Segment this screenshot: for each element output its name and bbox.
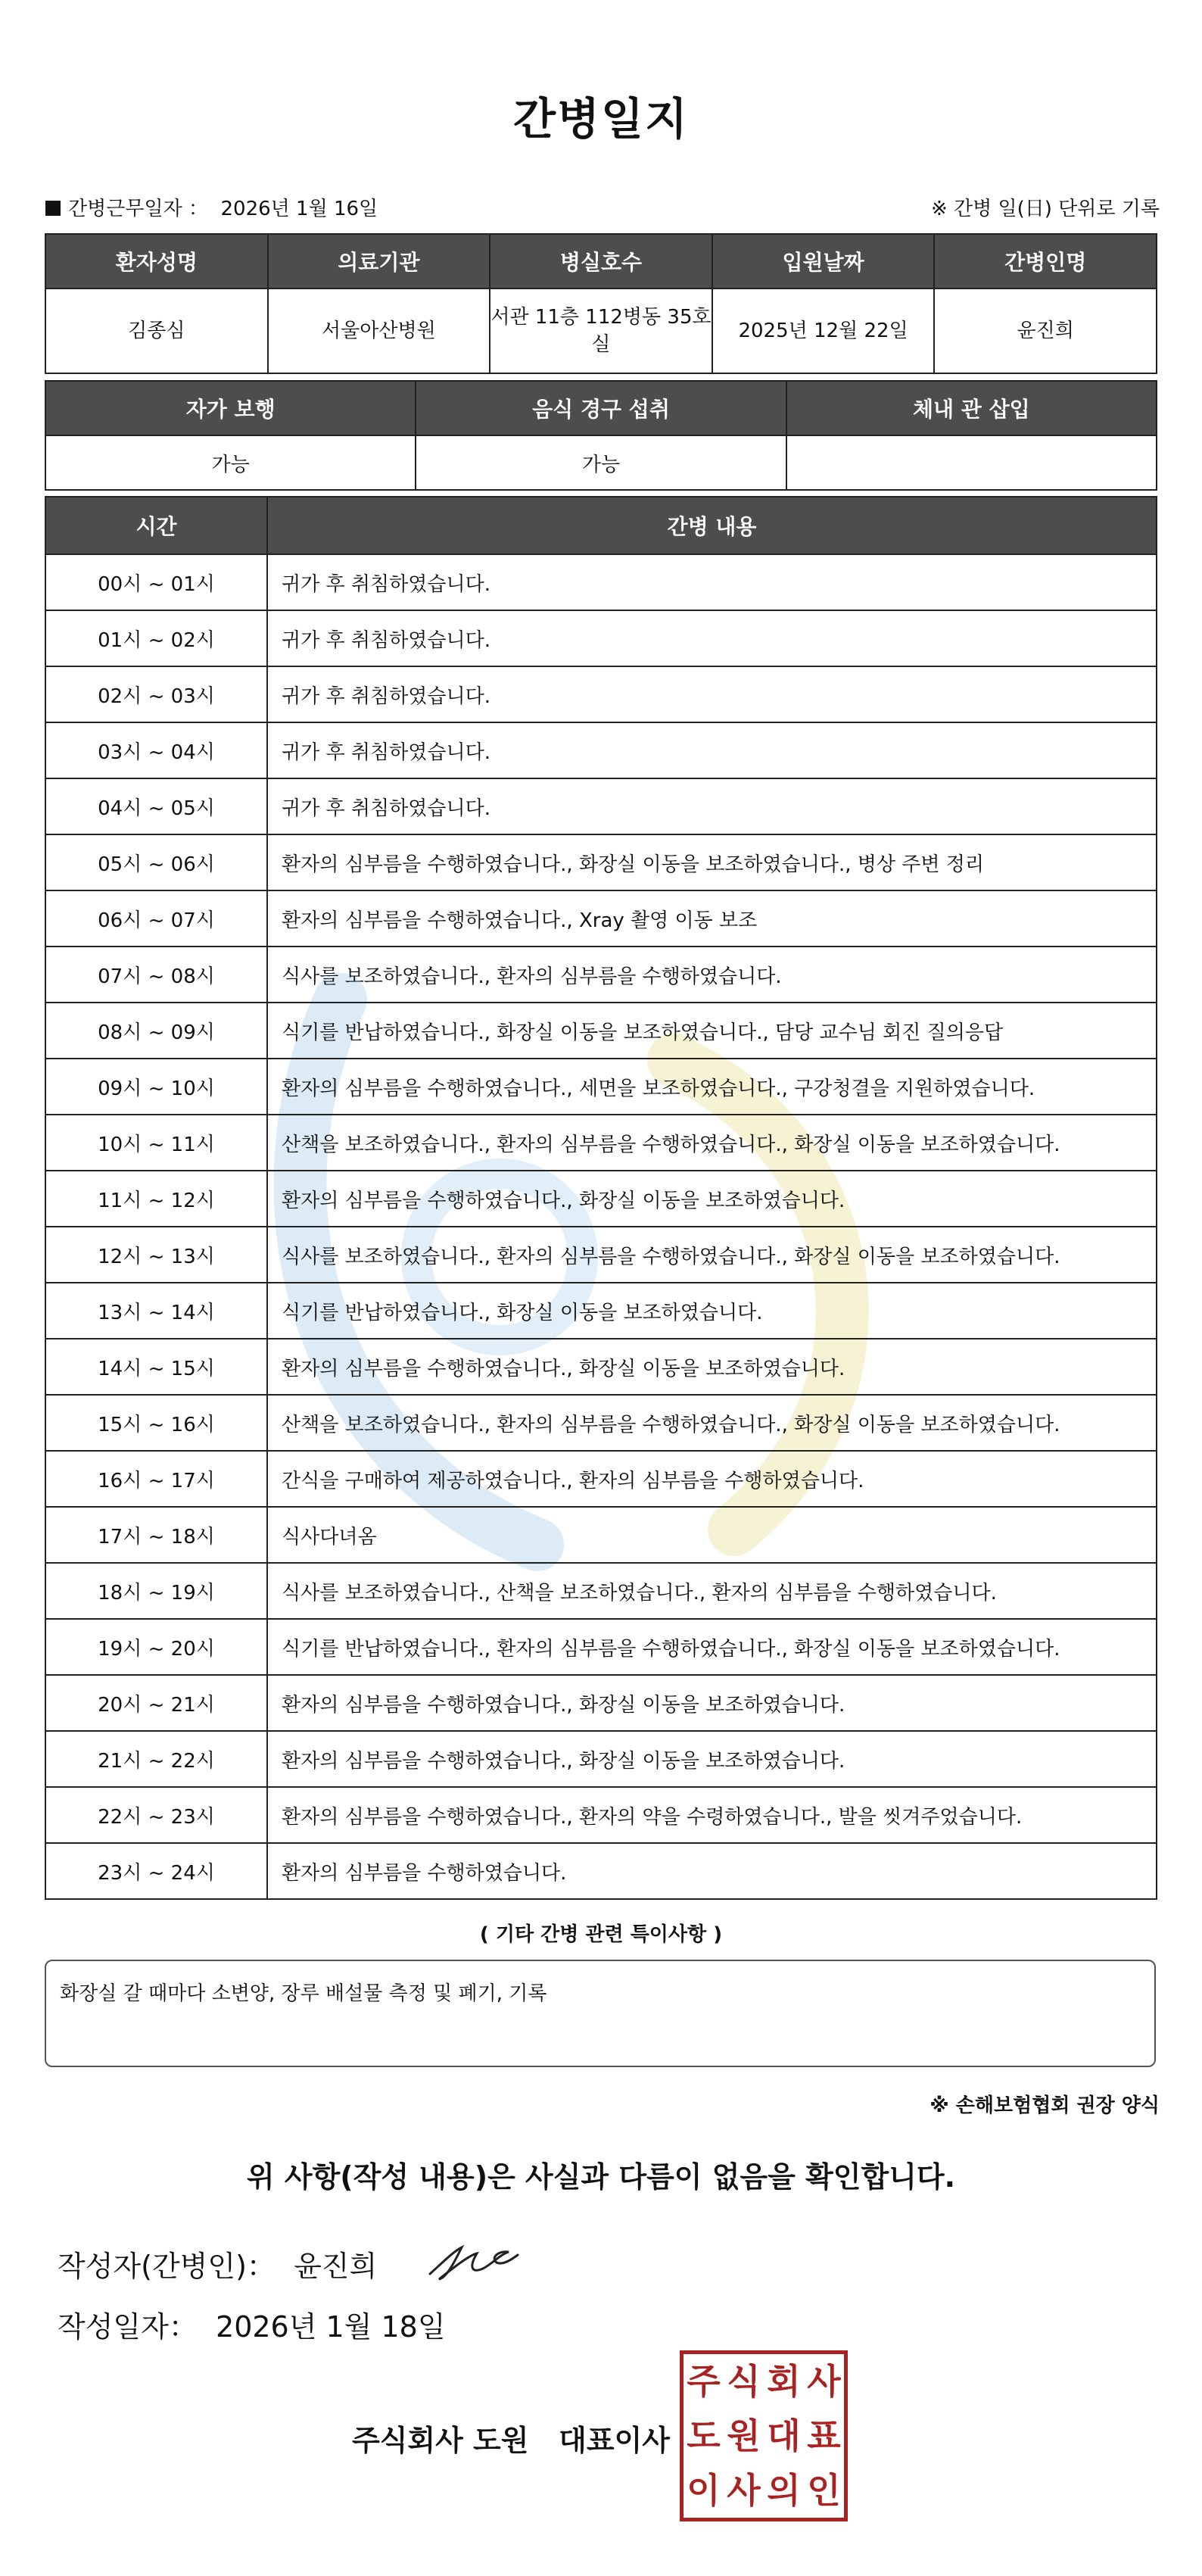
seal-character: 표: [807, 2415, 841, 2456]
time-slot: 18시 ~ 19시: [45, 1563, 267, 1619]
table-row: [45, 1339, 1157, 1395]
patient-status-table: [45, 380, 1157, 491]
care-content: 식사를 보조하였습니다., 산책을 보조하였습니다., 환자의 심부름을 수행하였습니다.: [267, 1563, 1157, 1619]
care-content: 귀가 후 취침하였습니다.: [267, 722, 1157, 778]
table-row: [45, 1227, 1157, 1283]
header-time: 시간: [45, 497, 267, 554]
time-slot: 08시 ~ 09시: [45, 1003, 267, 1059]
care-content: 식사를 보조하였습니다., 환자의 심부름을 수행하였습니다., 화장실 이동을 보조하였습니다.: [267, 1227, 1157, 1283]
header-walking: 자가 보행: [45, 381, 416, 435]
time-slot: 03시 ~ 04시: [45, 722, 267, 778]
care-content: 환자의 심부름을 수행하였습니다., 세면을 보조하였습니다., 구강청결을 지원하였습니다.: [267, 1059, 1157, 1115]
time-slot: 12시 ~ 13시: [45, 1227, 267, 1283]
page-title: 간병일지: [512, 93, 690, 145]
signature-icon: [424, 2232, 522, 2285]
time-slot: 02시 ~ 03시: [45, 666, 267, 722]
table-row: [45, 834, 1157, 890]
time-slot: 11시 ~ 12시: [45, 1171, 267, 1227]
table-row: [45, 1619, 1157, 1675]
time-slot: 20시 ~ 21시: [45, 1675, 267, 1731]
time-slot: 09시 ~ 10시: [45, 1059, 267, 1115]
time-slot: 10시 ~ 11시: [45, 1115, 267, 1171]
care-content: 식기를 반납하였습니다., 화장실 이동을 보조하였습니다.: [267, 1283, 1157, 1339]
table-row: [45, 1507, 1157, 1563]
care-content: 식사를 보조하였습니다., 환자의 심부름을 수행하였습니다.: [267, 947, 1157, 1003]
care-content: 식기를 반납하였습니다., 환자의 심부름을 수행하였습니다., 화장실 이동을 보조하였습니다.: [267, 1619, 1157, 1675]
written-date-label: 작성일자：: [58, 2310, 198, 2344]
table-row: [45, 1003, 1157, 1059]
table-row: [45, 1843, 1157, 1899]
table-row: [45, 666, 1157, 722]
time-slot: 01시 ~ 02시: [45, 610, 267, 666]
header-caregiver: 간병인명: [934, 234, 1157, 288]
table-row: [45, 610, 1157, 666]
care-content: 귀가 후 취침하였습니다.: [267, 778, 1157, 834]
table-row: [45, 1115, 1157, 1171]
table-row: [45, 1731, 1157, 1787]
time-slot: 07시 ~ 08시: [45, 947, 267, 1003]
form-source-note: ※ 손해보험협회 권장 양식: [930, 2094, 1160, 2117]
table-row: [45, 1395, 1157, 1451]
table-row: [45, 1675, 1157, 1731]
caregiver-name: 윤진희: [934, 288, 1157, 373]
notes-heading: ( 기타 간병 관련 특이사항 ): [479, 1923, 723, 1946]
time-slot: 14시 ~ 15시: [45, 1339, 267, 1395]
table-row: [45, 1787, 1157, 1843]
square-bullet-icon: [45, 201, 61, 216]
seal-character: 회: [767, 2361, 801, 2402]
hospital: 서울아산병원: [268, 288, 490, 373]
company-line: 주식회사 도원 대표이사: [352, 2424, 670, 2457]
care-content: 식사다녀옴: [267, 1507, 1157, 1563]
header-tube-insertion: 체내 관 삽입: [786, 381, 1157, 435]
care-content: 산책을 보조하였습니다., 환자의 심부름을 수행하였습니다., 화장실 이동을 보조하였습니다.: [267, 1115, 1157, 1171]
table-row: [45, 1563, 1157, 1619]
care-content: 환자의 심부름을 수행하였습니다., Xray 촬영 이동 보조: [267, 890, 1157, 947]
tube-insertion-status: [786, 435, 1157, 490]
care-content: 환자의 심부름을 수행하였습니다., 환자의 약을 수령하였습니다., 발을 씻겨주었습니다.: [267, 1787, 1157, 1843]
time-slot: 00시 ~ 01시: [45, 554, 267, 610]
work-date-label: 간병근무일자 ：: [68, 198, 208, 220]
notes-text: 화장실 갈 때마다 소변양, 장루 배설물 측정 및 폐기, 기록: [60, 1982, 547, 2005]
care-content: 환자의 심부름을 수행하였습니다.: [267, 1843, 1157, 1899]
time-slot: 22시 ~ 23시: [45, 1787, 267, 1843]
seal-character: 원: [727, 2415, 761, 2456]
header-oral-intake: 음식 경구 섭취: [416, 381, 786, 435]
care-content: 환자의 심부름을 수행하였습니다., 화장실 이동을 보조하였습니다., 병상 주변 정리: [267, 834, 1157, 890]
confirmation-statement: 위 사항(작성 내용)은 사실과 다름이 없음을 확인합니다.: [246, 2160, 956, 2194]
care-content: 귀가 후 취침하였습니다.: [267, 610, 1157, 666]
seal-character: 의: [767, 2470, 801, 2511]
table-row: [45, 947, 1157, 1003]
company-seal-stamp: [680, 2350, 848, 2521]
header-patient-name: 환자성명: [45, 234, 268, 288]
table-row: [45, 1059, 1157, 1115]
table-row: [45, 722, 1157, 778]
care-content: 간식을 구매하여 제공하였습니다., 환자의 심부름을 수행하였습니다.: [267, 1451, 1157, 1507]
table-row: [45, 554, 1157, 610]
table-row: [45, 778, 1157, 834]
seal-character: 인: [807, 2470, 841, 2511]
work-date-value: 2026년 1월 16일: [220, 198, 378, 220]
writer-line: [58, 2243, 377, 2284]
time-slot: 05시 ~ 06시: [45, 834, 267, 890]
seal-character: 주: [687, 2361, 721, 2402]
care-content: 귀가 후 취침하였습니다.: [267, 554, 1157, 610]
time-slot: 17시 ~ 18시: [45, 1507, 267, 1563]
patient-info-table: [45, 233, 1157, 374]
seal-character: 대: [767, 2415, 801, 2456]
header-care-content: 간병 내용: [267, 497, 1157, 554]
header-admission-date: 입원날짜: [712, 234, 935, 288]
seal-character: 사: [727, 2470, 761, 2511]
writer-name: 윤진희: [294, 2250, 378, 2283]
seal-character: 이: [687, 2470, 721, 2511]
care-content: 식기를 반납하였습니다., 화장실 이동을 보조하였습니다., 담당 교수님 회진 질의응답: [267, 1003, 1157, 1059]
seal-character: 식: [727, 2361, 761, 2402]
time-slot: 13시 ~ 14시: [45, 1283, 267, 1339]
table-row: [45, 1451, 1157, 1507]
work-date: [45, 193, 378, 221]
care-content: 환자의 심부름을 수행하였습니다., 화장실 이동을 보조하였습니다.: [267, 1675, 1157, 1731]
table-row: [45, 1283, 1157, 1339]
table-row: [45, 1171, 1157, 1227]
care-content: 귀가 후 취침하였습니다.: [267, 666, 1157, 722]
walking-status: 가능: [45, 435, 416, 490]
care-content: 환자의 심부름을 수행하였습니다., 화장실 이동을 보조하였습니다.: [267, 1171, 1157, 1227]
time-slot: 04시 ~ 05시: [45, 778, 267, 834]
room-number: 서관 11층 112병동 35호실: [490, 288, 712, 373]
header-hospital: 의료기관: [268, 234, 490, 288]
patient-name: 김종심: [45, 288, 268, 373]
seal-character: 사: [807, 2361, 841, 2402]
care-content: 산책을 보조하였습니다., 환자의 심부름을 수행하였습니다., 화장실 이동을 보조하였습니다.: [267, 1395, 1157, 1451]
writer-label: 작성자(간병인)：: [58, 2250, 276, 2283]
daily-record-note: ※ 간병 일(日) 단위로 기록: [930, 198, 1160, 220]
care-content: 환자의 심부름을 수행하였습니다., 화장실 이동을 보조하였습니다.: [267, 1731, 1157, 1787]
time-slot: 21시 ~ 22시: [45, 1731, 267, 1787]
notes-box: [45, 1960, 1156, 2067]
written-date-value: 2026년 1월 18일: [216, 2310, 446, 2344]
time-slot: 06시 ~ 07시: [45, 890, 267, 947]
time-slot: 23시 ~ 24시: [45, 1843, 267, 1899]
care-log-table: [45, 496, 1157, 1900]
written-date-line: [58, 2303, 446, 2345]
time-slot: 16시 ~ 17시: [45, 1451, 267, 1507]
company-representative: [352, 2417, 670, 2459]
oral-intake-status: 가능: [416, 435, 786, 490]
seal-character: 도: [687, 2415, 721, 2456]
header-room: 병실호수: [490, 234, 712, 288]
time-slot: 19시 ~ 20시: [45, 1619, 267, 1675]
care-content: 환자의 심부름을 수행하였습니다., 화장실 이동을 보조하였습니다.: [267, 1339, 1157, 1395]
time-slot: 15시 ~ 16시: [45, 1395, 267, 1451]
table-row: [45, 890, 1157, 947]
admission-date: 2025년 12월 22일: [712, 288, 935, 373]
